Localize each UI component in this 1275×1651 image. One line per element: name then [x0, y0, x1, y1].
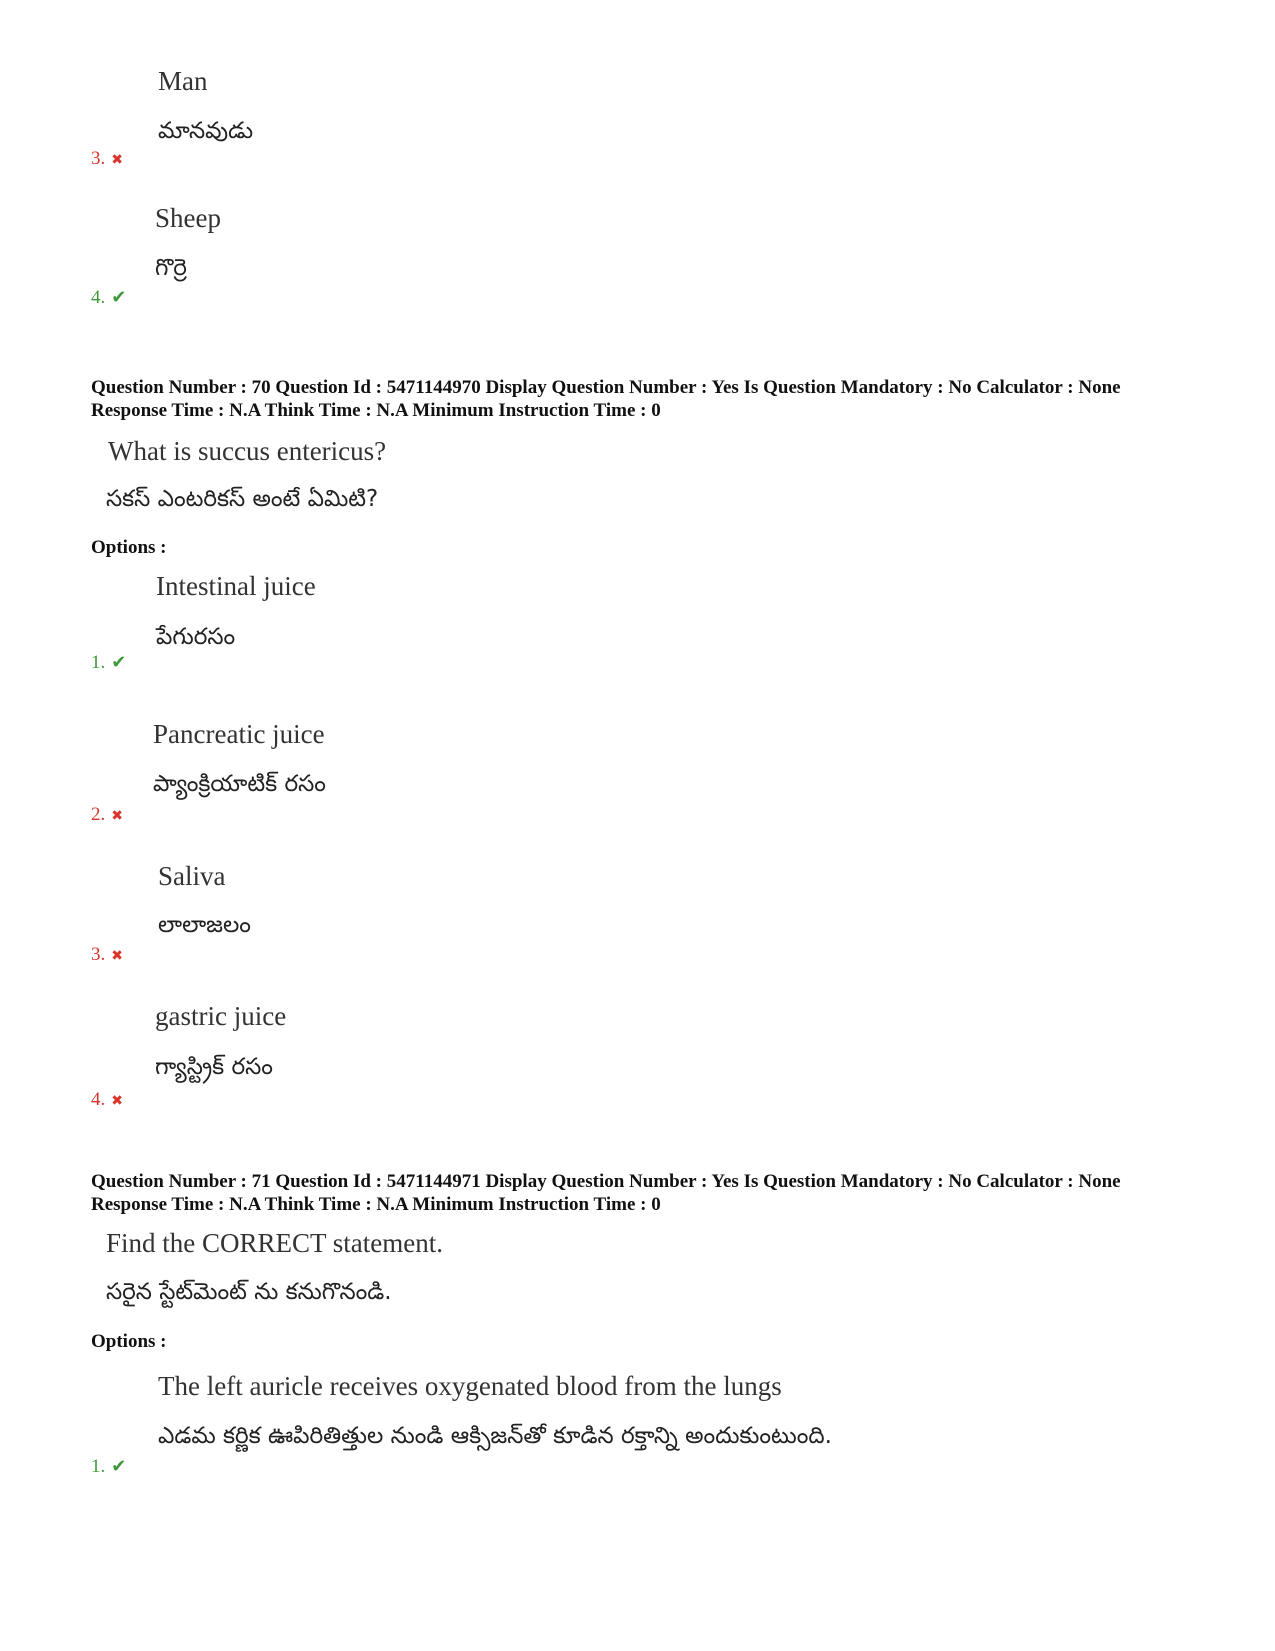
cross-icon: ✖	[111, 1093, 123, 1109]
question-text-english: What is succus entericus?	[108, 436, 387, 466]
option-telugu-text: ప్యాంక్రియాటిక్ రసం	[153, 771, 326, 797]
question-meta-line2: Response Time : N.A Think Time : N.A Minimum Instruction Time : 0	[91, 400, 661, 421]
check-icon: ✔	[111, 1456, 127, 1477]
cross-icon: ✖	[111, 152, 123, 168]
check-icon: ✔	[111, 287, 127, 308]
option-telugu-text: గ్యాస్ట్రిక్ రసం	[155, 1054, 273, 1080]
option-telugu-text: పేగురసం	[156, 624, 236, 650]
question-text-telugu: సకస్ ఎంటరికస్ అంటే ఏమిటి?	[106, 486, 379, 512]
options-label: Options :	[91, 1331, 167, 1352]
question-text-english: Find the CORRECT statement.	[106, 1228, 443, 1258]
option-telugu-text: ఎడమ కర్ణిక ఊపిరితిత్తుల నుండి ఆక్సిజన్‌తో కూడిన రక్తాన్ని అందుకుంటుంది.	[158, 1423, 832, 1449]
question-meta-line1: Question Number : 71 Question Id : 5471144971 Display Question Number : Yes Is Question Mandatory : No Calculator : None	[91, 1171, 1121, 1192]
option-number: 1. ✔	[91, 652, 127, 673]
option-english-text: Sheep	[155, 203, 221, 233]
option-english-text: Pancreatic juice	[153, 719, 325, 749]
option-number: 3. ✖	[91, 944, 123, 965]
cross-icon: ✖	[111, 808, 123, 824]
question-meta-line1: Question Number : 70 Question Id : 5471144970 Display Question Number : Yes Is Question Mandatory : No Calculator : None	[91, 377, 1121, 398]
option-number: 2. ✖	[91, 804, 123, 825]
option-english-text: Saliva	[158, 861, 226, 891]
option-number: 4. ✔	[91, 287, 127, 308]
cross-icon: ✖	[111, 948, 123, 964]
options-label: Options :	[91, 537, 167, 558]
option-number: 1. ✔	[91, 1456, 127, 1477]
option-number: 4. ✖	[91, 1089, 123, 1110]
option-english-text: The left auricle receives oxygenated blood from the lungs	[158, 1371, 782, 1401]
option-telugu-text: మానవుడు	[158, 118, 254, 144]
question-text-telugu: సరైన స్టేట్‌మెంట్ ను కనుగొనండి.	[106, 1279, 392, 1305]
option-telugu-text: గొర్రె	[155, 255, 187, 281]
option-english-text: gastric juice	[155, 1001, 287, 1031]
option-telugu-text: లాలాజలం	[158, 912, 251, 938]
option-english-text: Man	[158, 66, 208, 96]
option-number: 3. ✖	[91, 148, 123, 169]
option-english-text: Intestinal juice	[156, 571, 316, 601]
question-meta-line2: Response Time : N.A Think Time : N.A Minimum Instruction Time : 0	[91, 1194, 661, 1215]
check-icon: ✔	[111, 652, 127, 673]
